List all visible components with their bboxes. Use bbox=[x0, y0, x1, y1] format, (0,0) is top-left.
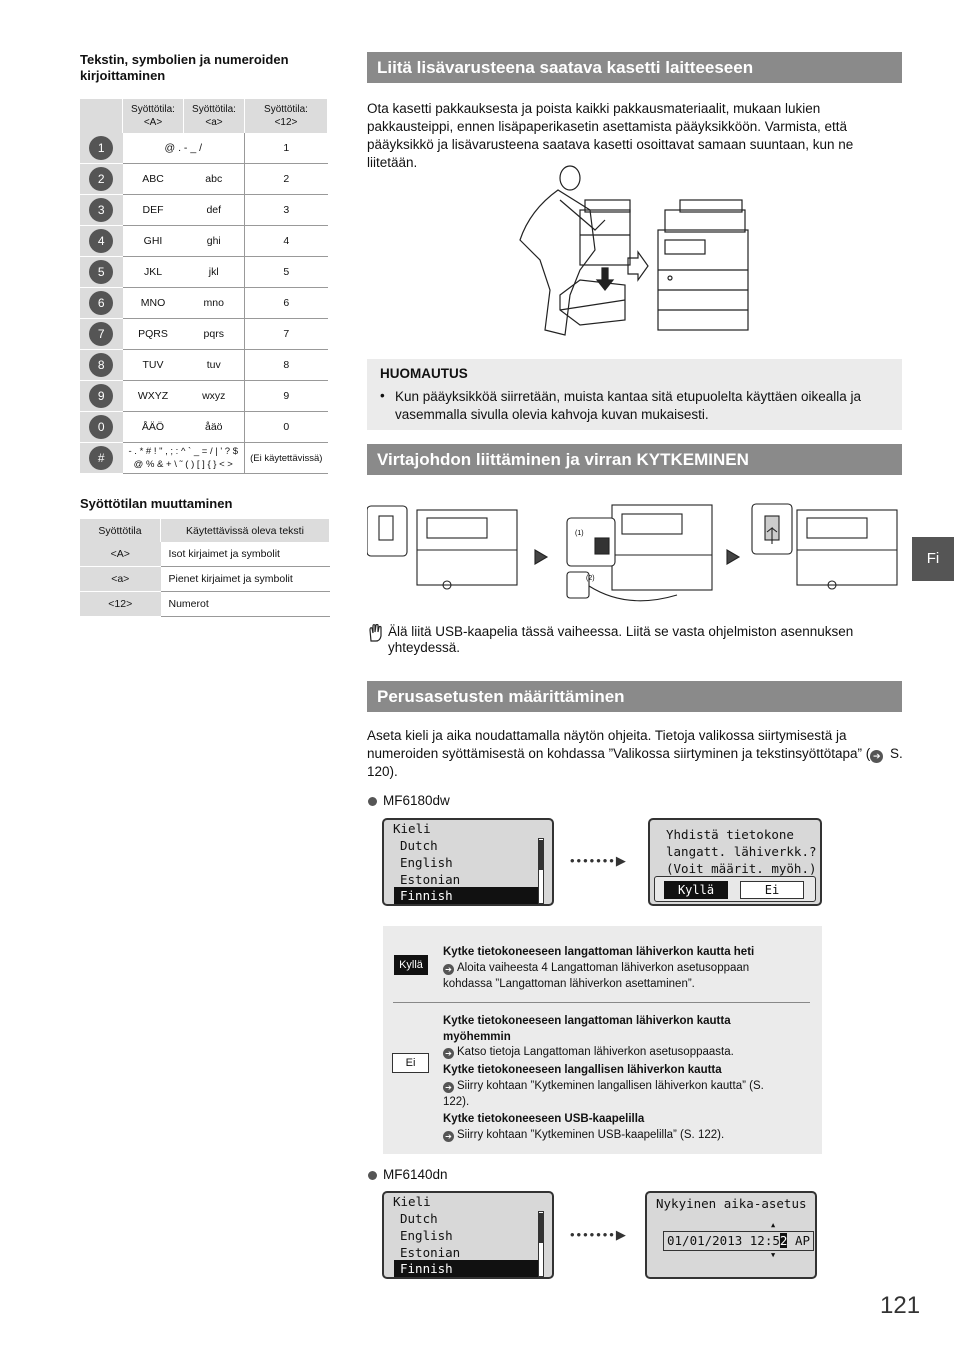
table-row bbox=[80, 288, 328, 319]
cell-lower: jkl bbox=[184, 257, 245, 288]
table-row bbox=[80, 133, 328, 164]
choice-yes-text-content: Aloita vaiheesta 4 Langattoman lähiverkon asetusoppaan kohdassa ”Langattoman lähiverkon asettaminen”. bbox=[443, 962, 750, 990]
cell-lower: pqrs bbox=[184, 319, 245, 350]
table-row bbox=[80, 226, 328, 257]
cell-upper: JKL bbox=[123, 257, 184, 288]
page-ref-icon: ➔ bbox=[443, 1131, 454, 1142]
lcd-scroll-thumb bbox=[539, 1213, 543, 1243]
table-row bbox=[80, 257, 328, 288]
cell-lower: def bbox=[184, 195, 245, 226]
table-row bbox=[80, 164, 328, 195]
table-row bbox=[80, 381, 328, 412]
power-illustration bbox=[367, 500, 907, 615]
flow-arrow: •••••••▶ bbox=[570, 1227, 628, 1242]
mode-header: Syöttötila bbox=[80, 519, 161, 542]
key-cell bbox=[80, 226, 123, 257]
choice-no-label: Ei bbox=[392, 1053, 429, 1073]
lcd-line: Yhdistä tietokone bbox=[666, 827, 794, 842]
usb-warning: Älä liitä USB-kaapelia tässä vaiheessa. Liitä se vasta ohjelmiston asennuksen yhteydessä. bbox=[388, 624, 854, 655]
page-ref-icon: ➔ bbox=[870, 750, 883, 763]
cell-upper: GHI bbox=[123, 226, 184, 257]
key-cell bbox=[80, 412, 123, 443]
lcd-title: Kieli bbox=[393, 821, 431, 836]
cell-number: 3 bbox=[245, 195, 328, 226]
key-1-icon: 1 bbox=[89, 136, 113, 160]
cell-upper: ÅÄÖ bbox=[123, 412, 184, 443]
lcd-line: langatt. lähiverkk.? bbox=[666, 844, 817, 859]
key-2-icon: 2 bbox=[89, 167, 113, 191]
bullet-dot bbox=[368, 797, 377, 806]
key-cell bbox=[80, 443, 123, 474]
header-mode-number-label: Syöttötila: <12> bbox=[264, 104, 308, 128]
cell-lower: abc bbox=[184, 164, 245, 195]
lcd-no-button[interactable]: Ei bbox=[740, 881, 804, 899]
key-cell bbox=[80, 319, 123, 350]
cell-lower: åäö bbox=[184, 412, 245, 443]
cassette-paragraph: Ota kasetti pakkauksesta ja poista kaikki pakkausmateriaalit, mukaan lukien pakkausteippi, ennen lisäpaperikasetin asettamista pääyksikköön. Varmista, että pääyksikkö ja lisävarusteena saatava kasetti osoittavat samaan suuntaan, kun ne liitetään. bbox=[367, 101, 854, 170]
choice-no-text-2 bbox=[443, 1078, 793, 1110]
text-cell: Pienet kirjaimet ja symbolit bbox=[161, 567, 330, 592]
choice-yes-label: Kyllä bbox=[394, 955, 428, 975]
cell-symbols: @ . - _ / bbox=[123, 133, 245, 164]
key-cell bbox=[80, 381, 123, 412]
page-ref-icon: ➔ bbox=[443, 1048, 454, 1059]
bullet-dot bbox=[368, 1171, 377, 1180]
cell-not-available: (Ei käytettävissä) bbox=[245, 443, 328, 474]
cell-number: 9 bbox=[245, 381, 328, 412]
mode-cell: <12> bbox=[80, 592, 161, 617]
lcd-item: Estonian bbox=[400, 1245, 461, 1260]
header-mode-upper bbox=[123, 99, 184, 133]
key-cell bbox=[80, 195, 123, 226]
time-ampm: AP bbox=[787, 1233, 810, 1248]
cell-number: 8 bbox=[245, 350, 328, 381]
lcd-title: Kieli bbox=[393, 1194, 431, 1209]
time-value: 01/01/2013 12:5 bbox=[667, 1233, 780, 1248]
table-row bbox=[80, 350, 328, 381]
lcd-item: Estonian bbox=[400, 872, 461, 887]
note-text: Kun pääyksikköä siirretään, muista kantaa sitä etupuolelta käyttäen oikealla ja vasemmalla sivulla olevia kahvoja kuvan mukaisesti. bbox=[395, 389, 862, 422]
lcd-title: Nykyinen aika-asetus bbox=[656, 1196, 807, 1211]
key-3-icon: 3 bbox=[89, 198, 113, 222]
page-ref-icon: ➔ bbox=[443, 1082, 454, 1093]
cell-upper: WXYZ bbox=[123, 381, 184, 412]
mode-cell: <A> bbox=[80, 542, 161, 567]
down-arrow-icon: ▼ bbox=[771, 1251, 776, 1259]
settings-paragraph bbox=[367, 727, 907, 781]
cell-number: 4 bbox=[245, 226, 328, 257]
key-0-icon: 0 bbox=[89, 415, 113, 439]
cell-upper: MNO bbox=[123, 288, 184, 319]
key-cell bbox=[80, 133, 123, 164]
cell-upper: DEF bbox=[123, 195, 184, 226]
table-row bbox=[80, 319, 328, 350]
header-mode-lower bbox=[184, 99, 245, 133]
cell-number: 5 bbox=[245, 257, 328, 288]
key-7-icon: 7 bbox=[89, 322, 113, 346]
cell-number: 1 bbox=[245, 133, 328, 164]
lcd-language-2 bbox=[382, 1191, 554, 1279]
key-input-table bbox=[80, 99, 328, 474]
mode-table-title: Syöttötilan muuttaminen bbox=[80, 496, 233, 511]
key-cell bbox=[80, 288, 123, 319]
note-bullet: • bbox=[380, 388, 385, 403]
table-row bbox=[80, 592, 330, 617]
key-6-icon: 6 bbox=[89, 291, 113, 315]
table-row bbox=[80, 542, 330, 567]
settings-text: Aseta kieli ja aika noudattamalla näytön ohjeita. Tietoja valikossa siirtymisestä ja numeroiden syöttämisestä on kohdassa ”Valikossa siirtyminen ja tekstinsyöttötapa” ( bbox=[367, 728, 871, 761]
label-2: (2) bbox=[586, 575, 595, 582]
section-heading-power: Virtajohdon liittäminen ja virran KYTKEMINEN bbox=[367, 444, 902, 475]
cell-symbols: - . * # ! " , ; : ^ ` _ = / | ' ? $ @ % & + \ ˜ ( ) [ ] { } < > bbox=[123, 443, 245, 474]
lcd-time-setting bbox=[645, 1191, 817, 1279]
key-cell bbox=[80, 164, 123, 195]
table-row bbox=[80, 195, 328, 226]
page-number: 121 bbox=[880, 1292, 921, 1319]
lcd-item: English bbox=[400, 1228, 453, 1243]
lcd-language-1 bbox=[382, 818, 554, 906]
cell-lower: tuv bbox=[184, 350, 245, 381]
key-cell bbox=[80, 257, 123, 288]
up-arrow-icon: ▲ bbox=[771, 1221, 776, 1229]
choice-yes-text bbox=[443, 960, 793, 992]
header-mode-lower-label: Syöttötila: <a> bbox=[192, 104, 236, 128]
choice-no-text-2-content: Siirry kohtaan ”Kytkeminen langallisen lähiverkon kautta” (S. 122). bbox=[443, 1080, 764, 1108]
time-field[interactable] bbox=[663, 1231, 814, 1251]
key-header-blank bbox=[80, 99, 123, 133]
key-9-icon: 9 bbox=[89, 384, 113, 408]
cell-lower: mno bbox=[184, 288, 245, 319]
key-cell bbox=[80, 350, 123, 381]
cell-lower: wxyz bbox=[184, 381, 245, 412]
header-mode-number bbox=[245, 99, 328, 133]
key-table-title: Tekstin, symbolien ja numeroiden kirjoittaminen bbox=[80, 52, 289, 83]
caution-hand-icon bbox=[368, 624, 384, 642]
time-cursor: 2 bbox=[779, 1233, 788, 1248]
cassette-illustration bbox=[510, 160, 760, 340]
lcd-item-selected: Finnish bbox=[394, 1260, 538, 1277]
key-8-icon: 8 bbox=[89, 353, 113, 377]
cell-number: 7 bbox=[245, 319, 328, 350]
lcd-line: (Voit määrit. myöh.) bbox=[666, 861, 817, 876]
cell-number: 2 bbox=[245, 164, 328, 195]
section-heading-settings: Perusasetusten määrittäminen bbox=[367, 681, 902, 712]
cell-lower: ghi bbox=[184, 226, 245, 257]
table-row bbox=[80, 443, 328, 474]
settings-ref: S. 120). bbox=[367, 746, 903, 779]
key-hash-icon: # bbox=[89, 446, 113, 470]
choice-no-title-2: Kytke tietokoneeseen langallisen lähiverkon kautta bbox=[443, 1064, 722, 1076]
lcd-item: Dutch bbox=[400, 1211, 438, 1226]
choice-no-title-3: Kytke tietokoneeseen USB-kaapelilla bbox=[443, 1113, 645, 1125]
lcd-item: English bbox=[400, 855, 453, 870]
table-row bbox=[80, 567, 330, 592]
section-heading-cassette: Liitä lisävarusteena saatava kasetti laitteeseen bbox=[367, 52, 902, 83]
choices-divider bbox=[393, 1002, 810, 1003]
key-4-icon: 4 bbox=[89, 229, 113, 253]
lcd-scroll-thumb bbox=[539, 840, 543, 870]
text-header: Käytettävissä oleva teksti bbox=[161, 519, 330, 542]
choice-no-text-1-content: Katso tietoja Langattoman lähiverkon asetusoppaasta. bbox=[457, 1046, 734, 1058]
mode-cell: <a> bbox=[80, 567, 161, 592]
text-cell: Numerot bbox=[161, 592, 330, 617]
text-cell: Isot kirjaimet ja symbolit bbox=[161, 542, 330, 567]
choice-yes-title: Kytke tietokoneeseen langattoman lähiverkon kautta heti bbox=[443, 946, 755, 958]
cell-upper: TUV bbox=[123, 350, 184, 381]
language-tab: Fi bbox=[912, 537, 954, 581]
flow-arrow: •••••••▶ bbox=[570, 853, 628, 868]
model-mf6180dw: MF6180dw bbox=[383, 793, 450, 808]
table-row bbox=[80, 412, 328, 443]
choice-no-text-3 bbox=[443, 1127, 813, 1143]
label-1: (1) bbox=[575, 530, 584, 537]
model-mf6140dn: MF6140dn bbox=[383, 1167, 448, 1182]
cell-number: 0 bbox=[245, 412, 328, 443]
key-5-icon: 5 bbox=[89, 260, 113, 284]
page-ref-icon: ➔ bbox=[443, 964, 454, 975]
lcd-item-selected: Finnish bbox=[394, 887, 538, 904]
cell-upper: ABC bbox=[123, 164, 184, 195]
note-title: HUOMAUTUS bbox=[380, 366, 468, 381]
mode-table bbox=[80, 519, 330, 617]
choice-no-text-1 bbox=[443, 1044, 813, 1060]
choice-no-title-1: Kytke tietokoneeseen langattoman lähiverkon kautta myöhemmin bbox=[443, 1015, 731, 1043]
choice-no-text-3-content: Siirry kohtaan ”Kytkeminen USB-kaapelilla” (S. 122). bbox=[457, 1129, 725, 1141]
lcd-yes-button[interactable]: Kyllä bbox=[664, 881, 728, 899]
cell-number: 6 bbox=[245, 288, 328, 319]
cell-upper: PQRS bbox=[123, 319, 184, 350]
header-mode-upper-label: Syöttötila: <A> bbox=[131, 104, 175, 128]
lcd-wireless-prompt bbox=[648, 818, 822, 906]
lcd-item: Dutch bbox=[400, 838, 438, 853]
